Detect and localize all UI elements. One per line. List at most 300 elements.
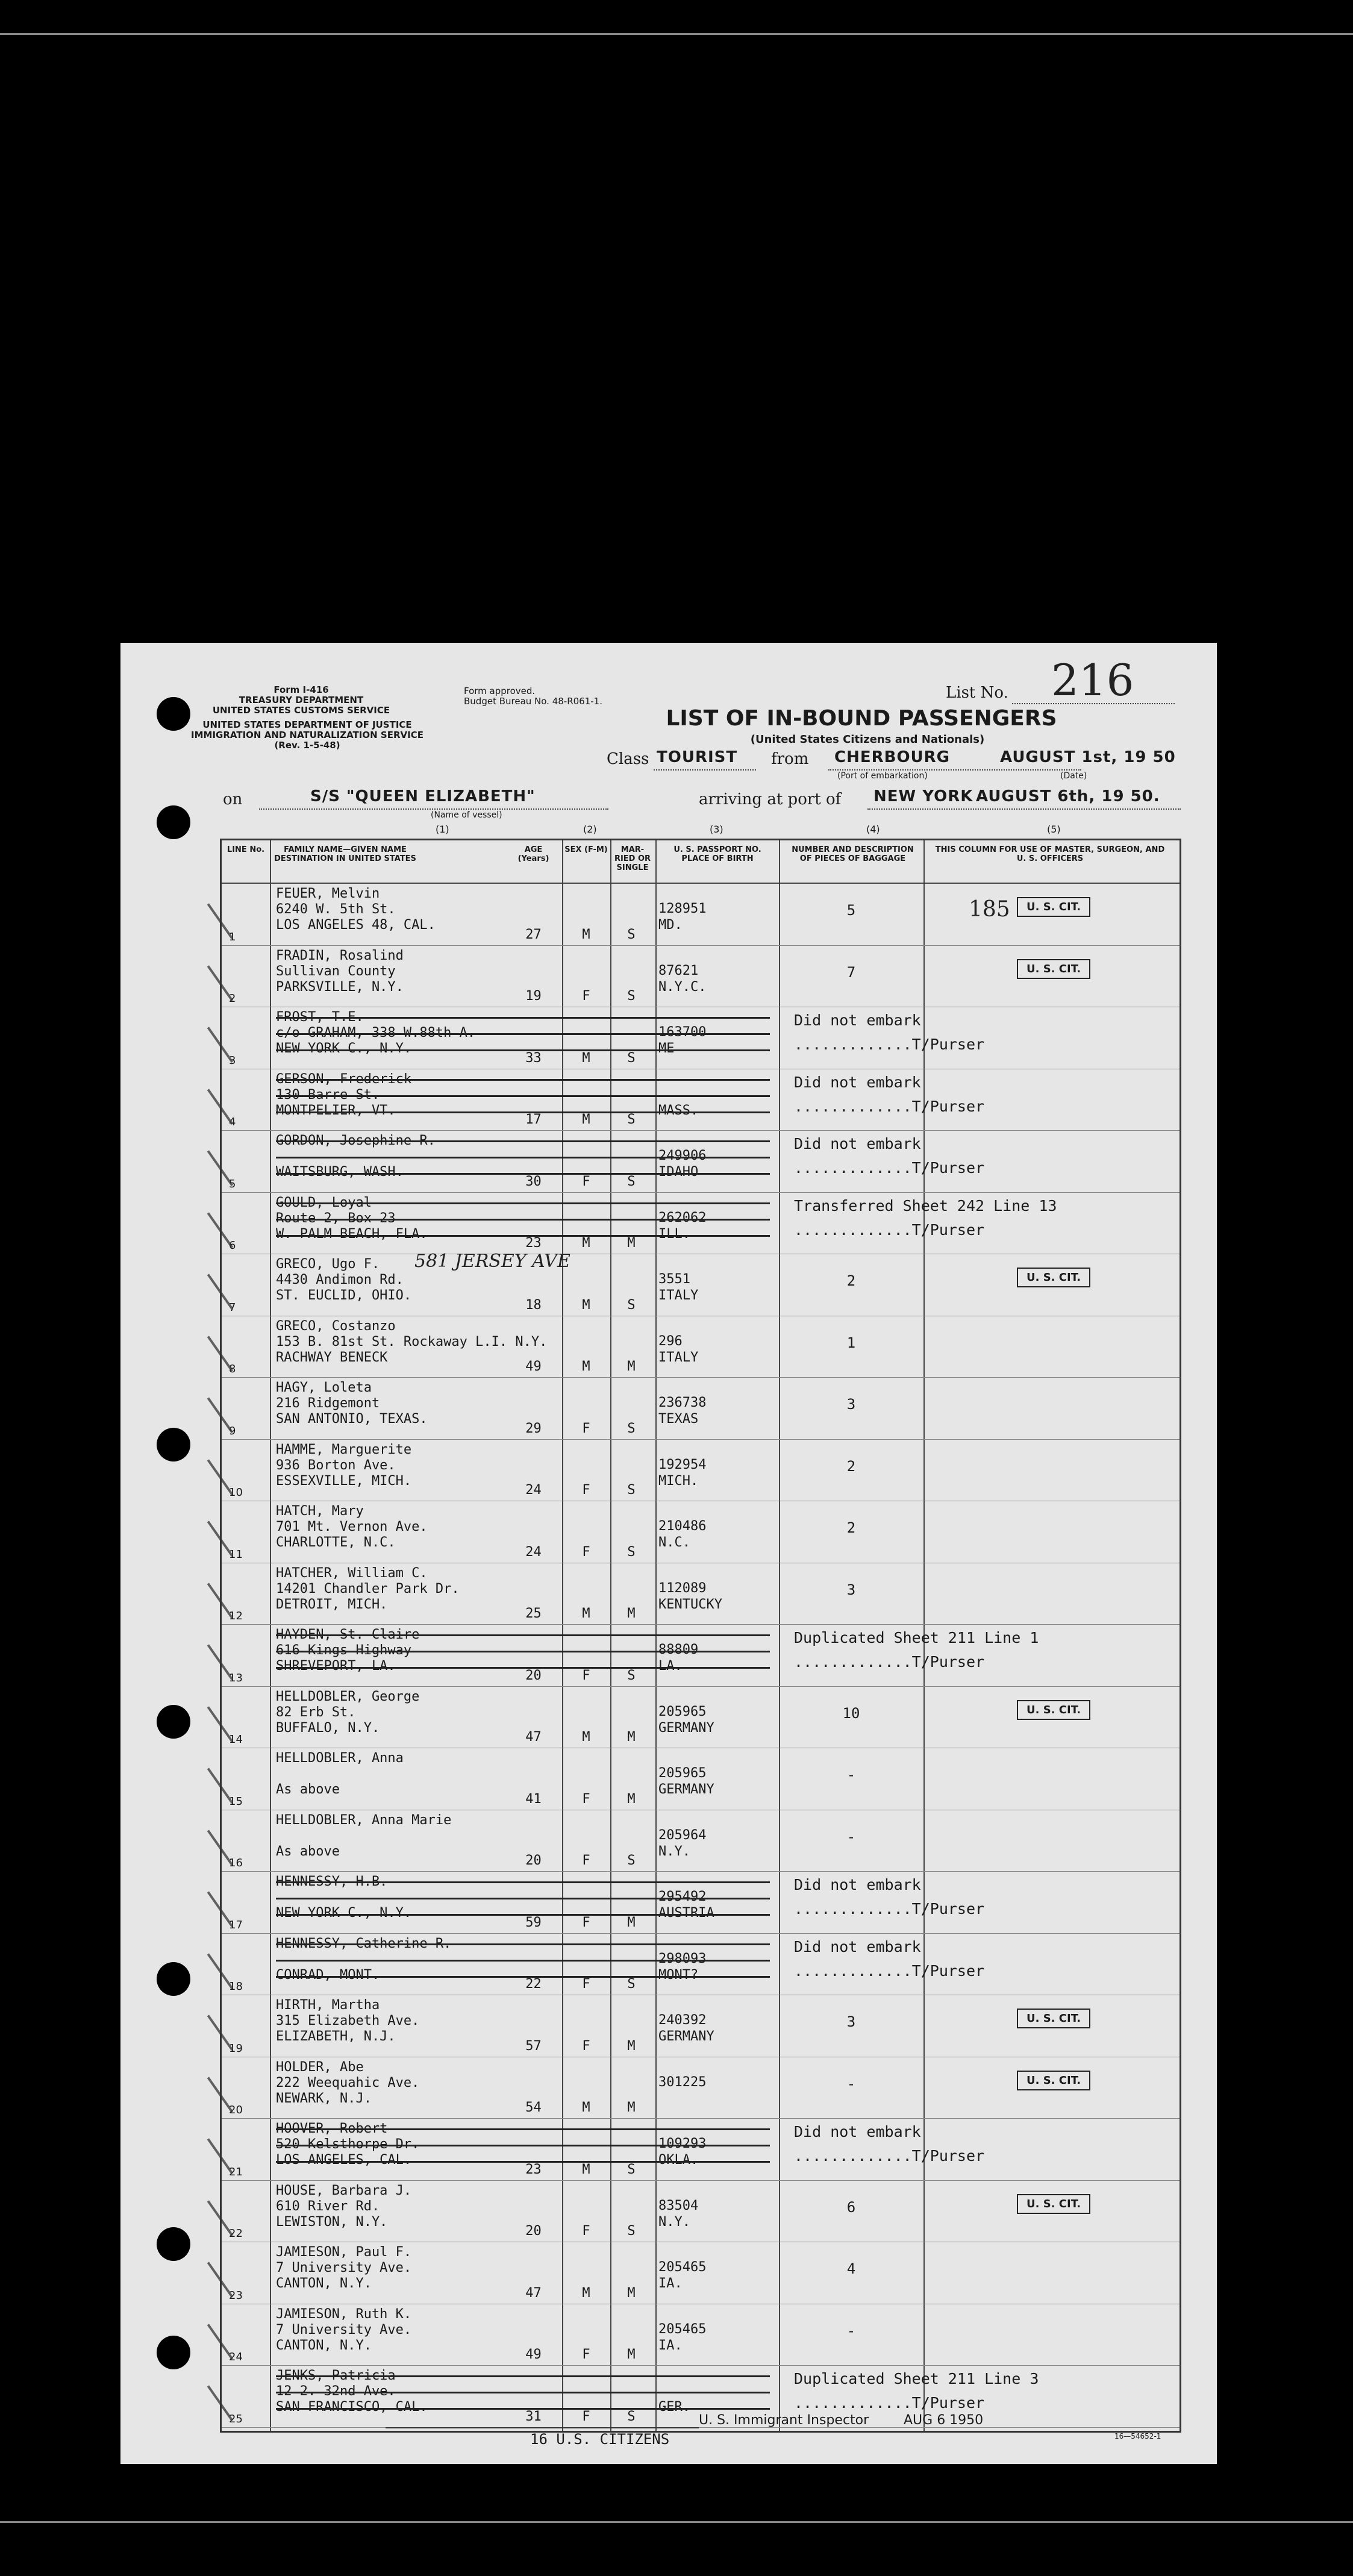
vessel-line bbox=[259, 808, 608, 810]
column-number: (1) bbox=[436, 824, 449, 835]
table-row bbox=[222, 1563, 1180, 1625]
passenger-marital: S bbox=[627, 927, 636, 942]
passenger-sex: F bbox=[582, 2409, 590, 2424]
check-mark bbox=[207, 2179, 263, 2236]
passenger-sex: M bbox=[582, 1297, 590, 1313]
budget-label: Budget Bureau No. 48-R061-1. bbox=[464, 696, 602, 707]
passport-birthplace: 240392 GERMANY bbox=[658, 2013, 714, 2044]
baggage-count: 7 bbox=[846, 963, 856, 981]
citizen-stamp: U. S. CIT. bbox=[1017, 897, 1090, 917]
strike-through bbox=[276, 2375, 770, 2377]
officer-note: Did not embark .............T/Purser bbox=[794, 2123, 985, 2165]
passenger-marital: S bbox=[627, 1297, 636, 1313]
passenger-sex: M bbox=[582, 2285, 590, 2301]
row-line-number: 14 bbox=[229, 1733, 243, 1746]
check-mark bbox=[207, 1253, 263, 1310]
passenger-age: 18 bbox=[525, 1297, 542, 1313]
strike-through bbox=[276, 1017, 770, 1019]
embark-port: CHERBOURG bbox=[834, 748, 951, 766]
strike-through bbox=[276, 1898, 770, 1899]
check-mark bbox=[207, 1871, 263, 1927]
passenger-age: 19 bbox=[525, 989, 542, 1004]
justice-header bbox=[181, 720, 434, 751]
passenger-age: 27 bbox=[525, 927, 542, 942]
passport-birthplace: 205964 N.Y. bbox=[658, 1827, 707, 1859]
strike-through bbox=[276, 1111, 770, 1113]
page-title: LIST OF IN-BOUND PASSENGERS bbox=[666, 706, 1057, 731]
col-header-line-no: LINE No. bbox=[227, 845, 265, 854]
passenger-sex: F bbox=[582, 1544, 590, 1560]
passport-birthplace: 249906 IDAHO bbox=[658, 1148, 707, 1180]
form-header-left bbox=[211, 685, 392, 716]
strike-through bbox=[276, 1219, 770, 1221]
page-subtitle: (United States Citizens and Nationals) bbox=[750, 733, 985, 746]
approval-block bbox=[464, 686, 645, 707]
passport-birthplace: 298093 MONT? bbox=[658, 1951, 707, 1983]
row-line-number: 13 bbox=[229, 1671, 243, 1684]
officer-note: Did not embark .............T/Purser bbox=[794, 1011, 985, 1053]
table-row bbox=[222, 2304, 1180, 2366]
column-number: (3) bbox=[710, 824, 723, 835]
table-row bbox=[222, 1378, 1180, 1440]
officer-note: Did not embark .............T/Purser bbox=[794, 1876, 985, 1918]
baggage-count: 2 bbox=[846, 1457, 856, 1475]
check-mark bbox=[207, 1624, 263, 1680]
check-mark bbox=[207, 2118, 263, 2174]
row-line-number: 19 bbox=[229, 2042, 243, 2055]
passport-birthplace: 83504 N.Y. bbox=[658, 2198, 699, 2230]
passenger-sex: F bbox=[582, 1668, 590, 1683]
passenger-marital: S bbox=[627, 1421, 636, 1436]
passenger-sex: M bbox=[582, 2162, 590, 2177]
inspector-label: U. S. Immigrant Inspector bbox=[699, 2413, 869, 2428]
approval-label: Form approved. bbox=[464, 686, 536, 696]
passenger-marital: S bbox=[627, 1853, 636, 1868]
list-number: 216 bbox=[1051, 655, 1134, 705]
baggage-count: 3 bbox=[846, 1581, 856, 1598]
punch-hole bbox=[157, 1428, 190, 1462]
passport-birthplace: 112089 KENTUCKY bbox=[658, 1580, 722, 1612]
passenger-sex: M bbox=[582, 1730, 590, 1745]
passport-birthplace: 3551 ITALY bbox=[658, 1272, 699, 1303]
form-number: Form I-416 bbox=[273, 684, 329, 695]
table-row bbox=[222, 1131, 1180, 1193]
embark-port-caption: (Port of embarkation) bbox=[837, 771, 928, 781]
table-row bbox=[222, 2119, 1180, 2181]
passenger-name-address: FROST, T.E. c/o GRAHAM, 338 W.88th A. NEW YORK C., N.Y. bbox=[276, 1010, 476, 1056]
col-header-married: MAR-RIED OR SINGLE bbox=[614, 845, 651, 872]
passenger-name-address: GRECO, Costanzo 153 B. 81st St. Rockaway L.I. N.Y. RACHWAY BENECK bbox=[276, 1318, 548, 1365]
check-mark bbox=[207, 1130, 263, 1186]
passport-birthplace: 205465 IA. bbox=[658, 2321, 707, 2353]
passport-birthplace: 128951 MD. bbox=[658, 901, 707, 933]
check-mark bbox=[207, 1562, 263, 1618]
class-line bbox=[654, 769, 756, 771]
table-row bbox=[222, 1440, 1180, 1502]
strike-through bbox=[276, 2128, 770, 2130]
col-header-officers: THIS COLUMN FOR USE OF MASTER, SURGEON, AND U. S. OFFICERS bbox=[935, 845, 1165, 863]
baggage-count: 4 bbox=[846, 2260, 856, 2277]
handwritten-number: 185 bbox=[969, 897, 1010, 922]
check-mark bbox=[207, 1685, 263, 1742]
strike-through bbox=[276, 1079, 770, 1081]
passenger-list-sheet bbox=[120, 643, 1217, 2464]
citizen-stamp: U. S. CIT. bbox=[1017, 959, 1090, 979]
citizen-stamp: U. S. CIT. bbox=[1017, 1268, 1090, 1287]
passenger-name-address: JAMIESON, Paul F. 7 University Ave. CANTON, N.Y. bbox=[276, 2245, 412, 2291]
check-mark bbox=[207, 1068, 263, 1124]
passenger-marital: S bbox=[627, 1050, 636, 1066]
officer-note: Transferred Sheet 242 Line 13 .............T/Purser bbox=[794, 1196, 1057, 1239]
strike-through bbox=[276, 1667, 770, 1669]
passenger-marital: S bbox=[627, 1544, 636, 1560]
officer-note: Duplicated Sheet 211 Line 1 .............T/Purser bbox=[794, 1629, 1039, 1671]
strike-through bbox=[276, 1049, 770, 1051]
strike-through bbox=[276, 1157, 770, 1158]
passenger-sex: F bbox=[582, 1483, 590, 1498]
passport-birthplace: 192954 MICH. bbox=[658, 1457, 707, 1489]
passport-birthplace: 87621 N.Y.C. bbox=[658, 963, 707, 995]
table-row bbox=[222, 1687, 1180, 1749]
strike-through bbox=[276, 1235, 770, 1237]
strike-through bbox=[276, 1202, 770, 1204]
passport-birthplace: 109293 OKLA. bbox=[658, 2136, 707, 2168]
passenger-name-address: HOLDER, Abe 222 Weequahic Ave. NEWARK, N.J. bbox=[276, 2059, 420, 2106]
baggage-count: 2 bbox=[846, 1519, 856, 1536]
passenger-marital: S bbox=[627, 1112, 636, 1127]
passenger-marital: S bbox=[627, 2162, 636, 2177]
passenger-sex: M bbox=[582, 1112, 590, 1127]
row-line-number: 22 bbox=[229, 2227, 243, 2240]
citizen-stamp: U. S. CIT. bbox=[1017, 1700, 1090, 1720]
passenger-marital: S bbox=[627, 1977, 636, 1992]
punch-hole bbox=[157, 805, 190, 839]
from-label: from bbox=[771, 750, 809, 768]
strike-through bbox=[276, 1914, 770, 1916]
strike-through bbox=[276, 1881, 770, 1883]
column-number: (2) bbox=[583, 824, 597, 835]
passenger-sex: F bbox=[582, 1421, 590, 1436]
baggage-count: 3 bbox=[846, 2013, 856, 2030]
check-mark bbox=[207, 1994, 263, 2051]
table-row bbox=[222, 1316, 1180, 1378]
row-line-number: 2 bbox=[229, 992, 236, 1005]
customs-label: UNITED STATES CUSTOMS SERVICE bbox=[212, 705, 390, 716]
inspection-stamp-date: AUG 6 1950 bbox=[904, 2413, 984, 2428]
passenger-marital: S bbox=[627, 1483, 636, 1498]
passenger-marital: M bbox=[627, 2100, 636, 2115]
check-mark bbox=[207, 944, 263, 1001]
table-row bbox=[222, 2181, 1180, 2243]
print-code: 16—54652-1 bbox=[1114, 2432, 1161, 2440]
officer-note: Did not embark .............T/Purser bbox=[794, 1135, 985, 1177]
treasury-label: TREASURY DEPARTMENT bbox=[239, 695, 364, 705]
passenger-age: 57 bbox=[525, 2038, 542, 2054]
citizen-stamp: U. S. CIT. bbox=[1017, 2009, 1090, 2028]
baggage-count: 5 bbox=[846, 902, 856, 919]
punch-hole bbox=[157, 1705, 190, 1739]
citizen-stamp: U. S. CIT. bbox=[1017, 2071, 1090, 2090]
check-mark bbox=[207, 1191, 263, 1248]
passenger-age: 22 bbox=[525, 1977, 542, 1992]
baggage-count: 10 bbox=[842, 1704, 860, 1722]
passenger-marital: M bbox=[627, 1915, 636, 1930]
row-line-number: 5 bbox=[229, 1177, 236, 1190]
passenger-age: 17 bbox=[525, 1112, 542, 1127]
passenger-marital: S bbox=[627, 1668, 636, 1683]
passenger-name-address: GRECO, Ugo F. 4430 Andimon Rd. ST. EUCLID, OHIO. bbox=[276, 1257, 412, 1303]
passenger-name-address: HELLDOBLER, Anna Marie As above bbox=[276, 1812, 452, 1859]
check-mark bbox=[207, 1809, 263, 1865]
vessel-name: S/S "QUEEN ELIZABETH" bbox=[310, 787, 536, 805]
strike-through bbox=[276, 1634, 770, 1636]
passenger-sex: M bbox=[582, 1236, 590, 1251]
passenger-sex: F bbox=[582, 1977, 590, 1992]
baggage-count: - bbox=[846, 2322, 856, 2339]
table-row bbox=[222, 1748, 1180, 1810]
scan-edge-bottom bbox=[0, 2521, 1353, 2523]
passenger-name-address: HOOVER, Robert 520 Kelsthorpe Dr. LOS ANGELES, CAL. bbox=[276, 2121, 420, 2168]
passport-birthplace: MASS. bbox=[658, 1102, 699, 1118]
passenger-sex: F bbox=[582, 2038, 590, 2054]
passenger-name-address: HOUSE, Barbara J. 610 River Rd. LEWISTON, N.Y. bbox=[276, 2183, 412, 2230]
arrival-port: NEW YORK bbox=[873, 787, 973, 805]
col-header-baggage: NUMBER AND DESCRIPTION OF PIECES OF BAGGAGE bbox=[792, 845, 914, 863]
row-line-number: 6 bbox=[229, 1239, 236, 1252]
arrival-line bbox=[867, 808, 1181, 810]
passport-birthplace: 88809 LA. bbox=[658, 1642, 699, 1674]
ins-label: IMMIGRATION AND NATURALIZATION SERVICE bbox=[191, 730, 423, 740]
col-header-name: FAMILY NAME—GIVEN NAME DESTINATION IN UNITED STATES bbox=[274, 845, 416, 863]
row-line-number: 3 bbox=[229, 1054, 236, 1067]
table-row bbox=[222, 1007, 1180, 1069]
arriving-label: arriving at port of bbox=[699, 790, 842, 808]
passenger-age: 47 bbox=[525, 2285, 542, 2301]
passenger-sex: F bbox=[582, 989, 590, 1004]
check-mark bbox=[207, 1315, 263, 1371]
officer-note: Did not embark .............T/Purser bbox=[794, 1937, 985, 1980]
punch-hole bbox=[157, 1962, 190, 1996]
row-line-number: 20 bbox=[229, 2104, 243, 2116]
passenger-age: 49 bbox=[525, 1359, 542, 1374]
check-mark bbox=[207, 883, 263, 939]
table-row bbox=[222, 946, 1180, 1008]
passenger-marital: S bbox=[627, 1174, 636, 1189]
punch-hole bbox=[157, 2227, 190, 2261]
strike-through bbox=[276, 2145, 770, 2146]
strike-through bbox=[276, 1095, 770, 1097]
passenger-age: 49 bbox=[525, 2347, 542, 2362]
passenger-marital: M bbox=[627, 1730, 636, 1745]
row-line-number: 18 bbox=[229, 1980, 243, 1993]
row-line-number: 24 bbox=[229, 2351, 243, 2363]
passport-birthplace: GER. bbox=[658, 2399, 690, 2415]
passport-birthplace: 163700 ME bbox=[658, 1025, 707, 1056]
officer-note: Did not embark .............T/Purser bbox=[794, 1073, 985, 1115]
column-number: (5) bbox=[1047, 824, 1061, 835]
check-mark bbox=[207, 1438, 263, 1495]
passenger-table bbox=[220, 824, 1181, 2433]
inspector-signature-line bbox=[386, 2427, 699, 2428]
col-header-sex: SEX (F-M) bbox=[564, 845, 608, 854]
row-line-number: 9 bbox=[229, 1424, 236, 1437]
passenger-marital: M bbox=[627, 2038, 636, 2054]
check-mark bbox=[207, 2055, 263, 2112]
passenger-name-address: GOULD, Loyal Route 2, Box 23 W. PALM BEACH, FLA. bbox=[276, 1195, 428, 1242]
strike-through bbox=[276, 1960, 770, 1962]
strike-through bbox=[276, 2408, 770, 2410]
passenger-age: 47 bbox=[525, 1730, 542, 1745]
passport-birthplace: 262062 ILL. bbox=[658, 1210, 707, 1242]
handwritten-address: 581 JERSEY AVE bbox=[414, 1251, 570, 1272]
passenger-sex: F bbox=[582, 1174, 590, 1189]
embark-date: AUGUST 1st, 19 50 bbox=[1000, 748, 1176, 766]
table-row bbox=[222, 884, 1180, 946]
officer-note: Duplicated Sheet 211 Line 3 .............T/Purser bbox=[794, 2370, 1039, 2412]
passenger-age: 31 bbox=[525, 2409, 542, 2424]
check-mark bbox=[207, 2365, 263, 2421]
strike-through bbox=[276, 1943, 770, 1945]
row-line-number: 11 bbox=[229, 1548, 243, 1561]
passenger-sex: F bbox=[582, 1853, 590, 1868]
passenger-marital: M bbox=[627, 1236, 636, 1251]
passenger-age: 23 bbox=[525, 1236, 542, 1251]
arrival-date: AUGUST 6th, 19 50. bbox=[976, 787, 1160, 805]
passenger-age: 20 bbox=[525, 1668, 542, 1683]
check-mark bbox=[207, 1932, 263, 1989]
check-mark bbox=[207, 2302, 263, 2359]
row-line-number: 1 bbox=[229, 930, 236, 943]
baggage-count: 2 bbox=[846, 1272, 856, 1289]
passenger-sex: F bbox=[582, 2224, 590, 2239]
passenger-sex: M bbox=[582, 1359, 590, 1374]
passenger-age: 41 bbox=[525, 1791, 542, 1807]
table-row bbox=[222, 1995, 1180, 2057]
strike-through bbox=[276, 2392, 770, 2393]
baggage-count: - bbox=[846, 1828, 856, 1845]
strike-through bbox=[276, 1140, 770, 1142]
table-row bbox=[222, 1193, 1180, 1255]
passenger-age: 24 bbox=[525, 1483, 542, 1498]
date-caption: (Date) bbox=[1060, 771, 1087, 781]
table-row bbox=[222, 1625, 1180, 1687]
table-row bbox=[222, 1810, 1180, 1872]
passenger-age: 54 bbox=[525, 2100, 542, 2115]
revision-label: (Rev. 1-5-48) bbox=[274, 740, 340, 751]
passenger-marital: M bbox=[627, 2285, 636, 2301]
passenger-sex: F bbox=[582, 1915, 590, 1930]
baggage-count: 1 bbox=[846, 1334, 856, 1351]
baggage-count: - bbox=[846, 1766, 856, 1783]
passenger-name-address: FEUER, Melvin 6240 W. 5th St. LOS ANGELES 48, CAL. bbox=[276, 886, 436, 933]
passenger-name-address: HELLDOBLER, Anna As above bbox=[276, 1751, 404, 1797]
passport-birthplace: 301225 bbox=[658, 2074, 707, 2090]
list-number-line bbox=[1012, 703, 1175, 704]
passenger-name-address: FRADIN, Rosalind Sullivan County PARKSVILLE, N.Y. bbox=[276, 948, 404, 995]
from-line bbox=[828, 769, 1081, 771]
row-line-number: 7 bbox=[229, 1301, 236, 1314]
row-line-number: 12 bbox=[229, 1610, 243, 1622]
passenger-age: 33 bbox=[525, 1050, 542, 1066]
table-row bbox=[222, 1872, 1180, 1934]
passenger-sex: F bbox=[582, 1791, 590, 1807]
passenger-age: 20 bbox=[525, 2224, 542, 2239]
col-header-age: AGE (Years) bbox=[517, 845, 549, 863]
justice-label: UNITED STATES DEPARTMENT OF JUSTICE bbox=[202, 719, 412, 730]
passenger-name-address: HAMME, Marguerite 936 Borton Ave. ESSEXVILLE, MICH. bbox=[276, 1442, 412, 1489]
passenger-marital: S bbox=[627, 989, 636, 1004]
check-mark bbox=[207, 1377, 263, 1433]
check-mark bbox=[207, 1500, 263, 1557]
passenger-name-address: HIRTH, Martha 315 Elizabeth Ave. ELIZABETH, N.J. bbox=[276, 1998, 420, 2044]
passenger-name-address: JENKS, Patricia 12 2. 32nd Ave. SAN FRANCISCO, CAL. bbox=[276, 2368, 428, 2415]
passport-birthplace: 210486 N.C. bbox=[658, 1519, 707, 1550]
passenger-name-address: JAMIESON, Ruth K. 7 University Ave. CANTON, N.Y. bbox=[276, 2306, 412, 2353]
passenger-name-address: HATCH, Mary 701 Mt. Vernon Ave. CHARLOTTE, N.C. bbox=[276, 1504, 428, 1550]
on-label: on bbox=[223, 790, 243, 808]
passport-birthplace: 236738 TEXAS bbox=[658, 1395, 707, 1427]
strike-through bbox=[276, 1651, 770, 1652]
row-line-number: 10 bbox=[229, 1486, 243, 1499]
passenger-age: 24 bbox=[525, 1544, 542, 1560]
passenger-name-address: GORDON, Josephine R. WAITSBURG, WASH. bbox=[276, 1133, 436, 1180]
passenger-age: 30 bbox=[525, 1174, 542, 1189]
passenger-sex: M bbox=[582, 1606, 590, 1621]
table-row bbox=[222, 2242, 1180, 2304]
passenger-sex: F bbox=[582, 2347, 590, 2362]
row-line-number: 16 bbox=[229, 1857, 243, 1869]
baggage-count: - bbox=[846, 2075, 856, 2092]
passenger-age: 23 bbox=[525, 2162, 542, 2177]
vessel-caption: (Name of vessel) bbox=[431, 810, 502, 820]
row-line-number: 21 bbox=[229, 2165, 243, 2178]
strike-through bbox=[276, 1976, 770, 1978]
passenger-name-address: HAYDEN, St. Claire 616 Kings Highway SHREVEPORT, LA. bbox=[276, 1627, 420, 1674]
class-label: Class bbox=[607, 750, 649, 768]
column-number: (4) bbox=[866, 824, 880, 835]
table-row bbox=[222, 1934, 1180, 1996]
list-number-label: List No. bbox=[946, 684, 1008, 702]
row-line-number: 15 bbox=[229, 1795, 243, 1808]
passenger-age: 29 bbox=[525, 1421, 542, 1436]
class-value: TOURIST bbox=[657, 748, 738, 766]
table-row bbox=[222, 1501, 1180, 1563]
passenger-sex: M bbox=[582, 927, 590, 942]
passenger-name-address: HENNESSY, Catherine R. CONRAD, MONT. bbox=[276, 1936, 452, 1983]
passenger-age: 59 bbox=[525, 1915, 542, 1930]
passenger-name-address: GERSON, Frederick 130 Barre St. MONTPELIER, VT. bbox=[276, 1071, 412, 1118]
citizen-stamp: U. S. CIT. bbox=[1017, 2194, 1090, 2214]
row-line-number: 23 bbox=[229, 2289, 243, 2302]
table-row bbox=[222, 2057, 1180, 2119]
passenger-name-address: HAGY, Loleta 216 Ridgemont SAN ANTONIO, TEXAS. bbox=[276, 1380, 428, 1427]
check-mark bbox=[207, 1747, 263, 1804]
row-line-number: 17 bbox=[229, 1918, 243, 1931]
passenger-marital: M bbox=[627, 1359, 636, 1374]
passenger-name-address: HATCHER, William C. 14201 Chandler Park Dr. DETROIT, MICH. bbox=[276, 1565, 460, 1612]
passport-birthplace: 205965 GERMANY bbox=[658, 1704, 714, 1736]
passenger-marital: S bbox=[627, 2224, 636, 2239]
passport-birthplace: 205465 IA. bbox=[658, 2260, 707, 2291]
passenger-name-address: HENNESSY, H.B. NEW YORK C., N.Y. bbox=[276, 1874, 412, 1921]
check-mark bbox=[207, 2241, 263, 2298]
passenger-marital: M bbox=[627, 1606, 636, 1621]
passport-birthplace: 205965 GERMANY bbox=[658, 1766, 714, 1797]
passenger-sex: M bbox=[582, 1050, 590, 1066]
passenger-marital: M bbox=[627, 2347, 636, 2362]
strike-through bbox=[276, 1173, 770, 1175]
passport-birthplace: 295492 AUSTRIA bbox=[658, 1889, 714, 1921]
